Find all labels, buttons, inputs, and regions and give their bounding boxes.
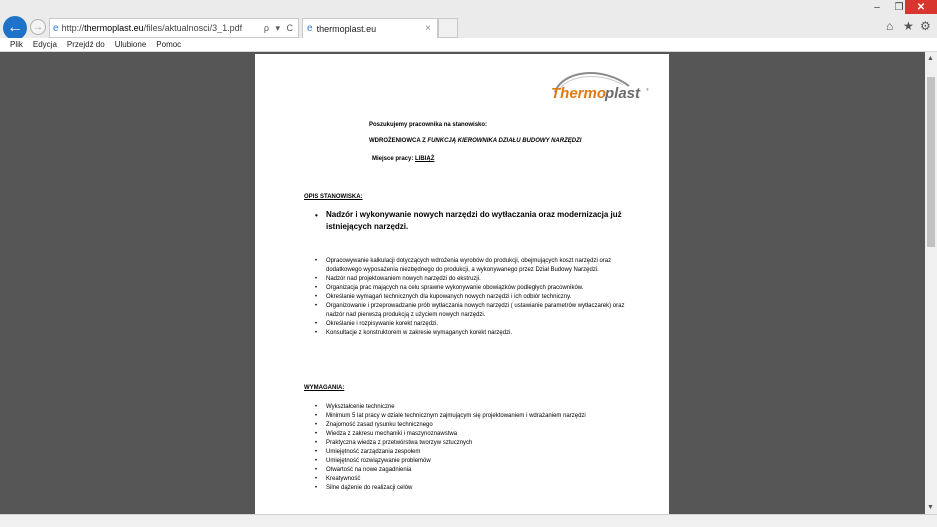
logo-text-plast: plast bbox=[605, 85, 641, 102]
list-item: • Umiejętność zarządzania zespołem bbox=[310, 448, 625, 457]
maximize-button[interactable]: ❐ bbox=[894, 1, 904, 13]
minimize-button[interactable]: – bbox=[874, 1, 880, 13]
section-opis-stanowiska: OPIS STANOWISKA: bbox=[304, 194, 363, 200]
list-item: • Praktyczna wiedza z przetwórstwa tworzyw sztucznych bbox=[310, 439, 625, 448]
workplace bbox=[372, 156, 434, 162]
url-path: /files/aktualnosci/3_1.pdf bbox=[143, 23, 243, 33]
job-title bbox=[369, 138, 581, 144]
menu-plik[interactable]: Plik bbox=[10, 40, 23, 49]
requirements-list bbox=[310, 403, 625, 493]
list-item: • Nadzór i wykonywanie nowych narzędzi do wytłaczania oraz modernizacja już istniejących narzędzi. bbox=[310, 209, 625, 233]
section-wymagania: WYMAGANIA: bbox=[304, 385, 345, 391]
close-window-button[interactable]: ✕ bbox=[905, 0, 937, 14]
status-bar bbox=[0, 514, 937, 527]
thermoplast-logo bbox=[545, 68, 653, 104]
list-item: • Określanie wymagań technicznych dla kupowanych nowych narzędzi i ich odbiór techniczny. bbox=[310, 293, 625, 302]
favorites-star-icon[interactable]: ★ bbox=[903, 19, 914, 33]
list-item: • Kreatywność bbox=[310, 475, 625, 484]
arrow-right-icon: → bbox=[33, 21, 43, 33]
list-item: • Określanie i rozpisywanie korekt narzędzi. bbox=[310, 320, 625, 329]
menu-ulubione[interactable]: Ulubione bbox=[114, 40, 147, 49]
pdf-page bbox=[255, 54, 669, 514]
list-item: • Wykształcenie techniczne bbox=[310, 403, 625, 412]
list-item: • Minimum 5 lat pracy w dziale technicznym zajmującym się projektowaniem i wdrażaniem narzędzi bbox=[310, 412, 625, 421]
workplace-value: LIBIĄŻ bbox=[415, 156, 435, 162]
address-bar[interactable] bbox=[49, 18, 299, 38]
job-title-part1: WDROŻENIOWCA Z bbox=[369, 138, 428, 144]
forward-button[interactable] bbox=[30, 19, 46, 35]
menu-pomoc[interactable]: Pomoc bbox=[156, 40, 182, 49]
list-item: • Organizowanie i przeprowadzanie prób wytłaczania nowych narzędzi ( ustawianie parametrów wytłaczarek) oraz nadzór nad pierwszą produkcją z użyciem nowych narzędzi. bbox=[310, 302, 625, 320]
arrow-left-icon: ← bbox=[7, 19, 23, 36]
list-item: • Silne dążenie do realizacji celów bbox=[310, 484, 625, 493]
browser-titlebar bbox=[0, 0, 937, 38]
ie-icon: e bbox=[307, 23, 313, 34]
scroll-up-icon[interactable]: ▲ bbox=[927, 55, 934, 62]
back-button[interactable] bbox=[3, 16, 27, 40]
list-item: • Nadzór nad projektowaniem nowych narzędzi do ekstruzji. bbox=[310, 275, 625, 284]
url-text[interactable] bbox=[62, 23, 264, 33]
list-item: • Otwartość na nowe zagadnienia bbox=[310, 466, 625, 475]
duties-list bbox=[310, 257, 625, 338]
close-tab-icon[interactable]: × bbox=[425, 23, 431, 34]
tab-label: thermoplast.eu bbox=[316, 23, 377, 34]
logo-text-thermo: Thermo bbox=[551, 85, 607, 102]
settings-gear-icon[interactable]: ⚙ bbox=[920, 19, 931, 33]
list-item: • Konsultacje z konstruktorem w zakresie wymaganych korekt narzędzi. bbox=[310, 329, 625, 338]
list-item: • Umiejętność rozwiązywanie problemów bbox=[310, 457, 625, 466]
vertical-scrollbar[interactable] bbox=[925, 52, 937, 514]
url-prefix: http:// bbox=[61, 23, 85, 33]
list-item: • Organizacja prac mających na celu sprawne wykonywanie obowiązków podległych pracowników. bbox=[310, 284, 625, 293]
scrollbar-thumb[interactable] bbox=[927, 77, 935, 247]
job-title-part2: FUNKCJĄ KIEROWNIKA DZIAŁU BUDOWY NARZĘDZI bbox=[427, 138, 582, 144]
logo-registered-mark: ® bbox=[646, 87, 649, 92]
highlight-list bbox=[310, 209, 625, 233]
url-host: thermoplast.eu bbox=[84, 23, 144, 33]
menu-edycja[interactable]: Edycja bbox=[32, 40, 57, 49]
menu-przejdz-do[interactable]: Przejdź do bbox=[66, 40, 105, 49]
ie-icon: e bbox=[53, 22, 59, 34]
new-tab-button[interactable] bbox=[438, 18, 458, 38]
home-icon[interactable]: ⌂ bbox=[886, 19, 894, 33]
search-refresh-icon[interactable]: ρ ▾ C bbox=[263, 22, 295, 33]
list-item: • Znajomość zasad rysunku technicznego bbox=[310, 421, 625, 430]
menu-bar bbox=[0, 38, 937, 52]
list-item: • Wiedza z zakresu mechaniki i maszynoznawstwa bbox=[310, 430, 625, 439]
list-item: • Opracowywanie kalkulacji dotyczących wdrożenia wyrobów do produkcji, obejmujących koszt narzędzi oraz dodatkowego wyposażenia niezbędnego do produkcji, a wykonywanego przez Dział Budowy Narzędzi. bbox=[310, 257, 625, 275]
tab-thermoplast[interactable] bbox=[302, 18, 438, 38]
intro-text: Poszukujemy pracownika na stanowisko: bbox=[369, 122, 488, 128]
scroll-down-icon[interactable]: ▼ bbox=[927, 504, 934, 511]
workplace-label: Miejsce pracy: bbox=[372, 156, 416, 162]
